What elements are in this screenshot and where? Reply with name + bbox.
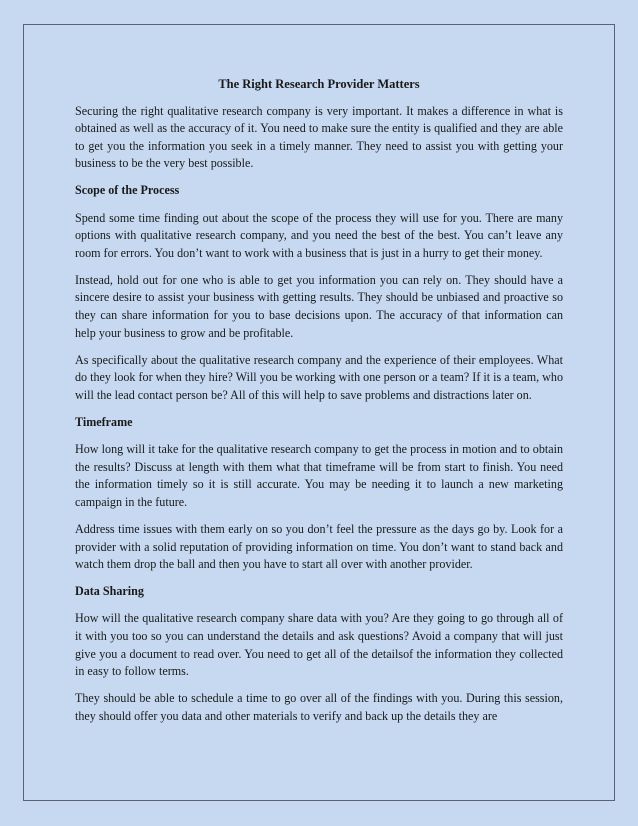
- document-body: [75, 76, 563, 735]
- data-sharing-heading: Data Sharing: [75, 584, 144, 599]
- scope-paragraph-2: Instead, hold out for one who is able to get you information you can rely on. They should have a sincere desire to assist your business with getting results. They should be unbiased and proactive so they can share information for you to base decisions upon. The accuracy of that information can help your business to grow and be profitable.: [75, 272, 563, 340]
- timeframe-heading: Timeframe: [75, 415, 133, 429]
- data-sharing-paragraph-2: They should be able to schedule a time to go over all of the findings with you. During this session, they should offer you data and other materials to verify and back up the details they are: [75, 691, 563, 723]
- scope-paragraph-1: Spend some time finding out about the scope of the process they will use for you. There are many options with qualitative research company, and you need the best of the best. You can’t leave any room for errors. You don’t want to work with a business that is just in a hurry to get their money.: [75, 210, 563, 260]
- scope-heading: Scope of the Process: [75, 183, 180, 198]
- timeframe-paragraph-1: How long will it take for the qualitative research company to get the process in motion and to obtain the results? Discuss at length with them what that timeframe will be from start to finish. You need the information timely so it is still accurate. You may be needing it to launch a new marketing campaign in the future.: [75, 442, 563, 509]
- data-sharing-paragraph-1: How will the qualitative research company share data with you? Are they going to go through all of it with you too so you can understand the details and ask questions? Avoid a company that will just give you a document to read over. You need to get all of the detailsof the information they collected in easy to follow terms.: [75, 611, 563, 679]
- timeframe-paragraph-2: Address time issues with them early on so you don’t feel the pressure as the days go by. Look for a provider with a solid reputation of providing information on time. You don’t want to stand back and watch them drop the ball and then you have to start all over with another provider.: [75, 521, 563, 572]
- intro-paragraph: Securing the right qualitative research company is very important. It makes a difference in what is obtained as well as the accuracy of it. You need to make sure the entity is qualified and they are able to get you the information you seek in a timely manner. They need to assist you with getting your business to be the very best possible.: [75, 103, 563, 171]
- document-title: The Right Research Provider Matters: [218, 77, 420, 91]
- scope-paragraph-3: As specifically about the qualitative research company and the experience of their employees. What do they look for when they hire? Will you be working with one person or a team? If it is a team, who will the lead contact person be? All of this will help to save problems and distractions later on.: [75, 352, 563, 402]
